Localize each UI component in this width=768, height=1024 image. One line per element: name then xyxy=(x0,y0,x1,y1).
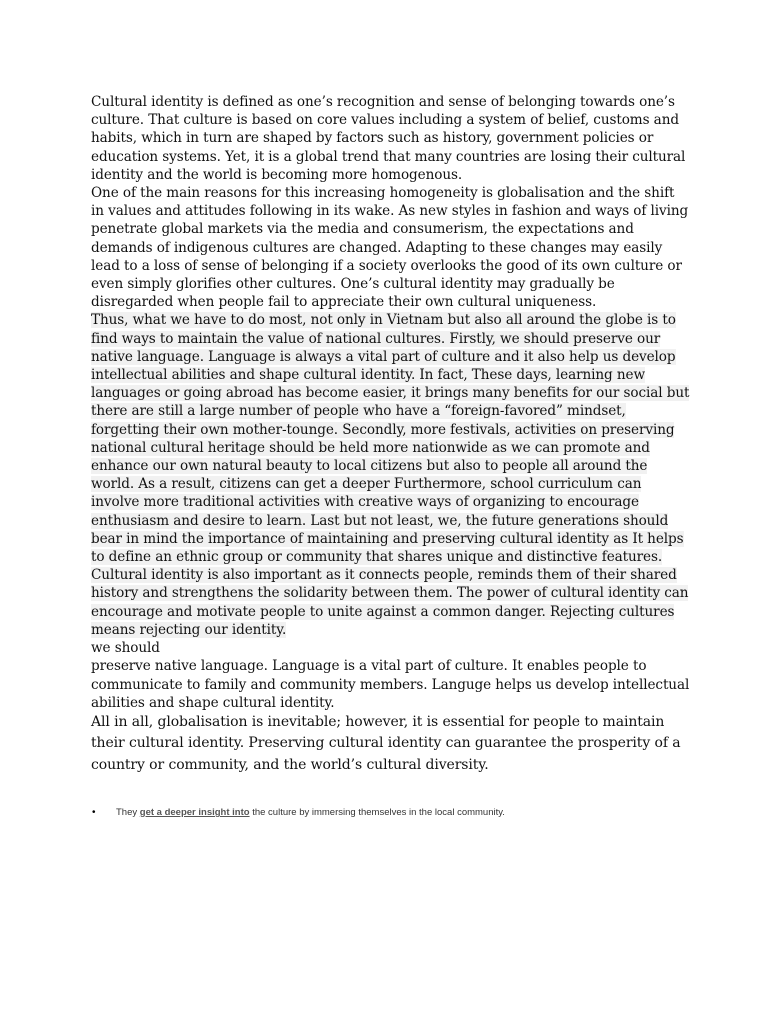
list-item xyxy=(92,807,712,818)
document-body xyxy=(91,93,691,776)
bullet-text-pre: They xyxy=(116,807,140,818)
highlighted-text: Thus, what we have to do most, not only in Vietnam but also all around the globe is to find ways to maintain the value of national cultures. Firstly, we should preserve our native language. Language is always a vital part of culture and it also help us develop intellectual abilities and shape cultural identity. In fact, These days, learning new languages or going abroad has become easier, it brings many benefits for our social but there are still a large number of people who have a “foreign-favored” mindset, forgetting their own mother-tounge. Secondly, more festivals, activities on preserving national cultural heritage should be held more nationwide as we can promote and enhance our own natural beauty to local citizens but also to people all around the world. As a result, citizens can get a deeper Furthermore, school curriculum can involve more traditional activities with creative ways of organizing to encourage enthusiasm and desire to learn. Last but not least, we, the future generations should bear in mind the importance of maintaining and preserving cultural identity as It helps to define an ethnic group or community that shares unique and distinctive features. Cultural identity is also important as it connects people, reminds them of their shared history and strengthens the solidarity between them. The power of cultural identity can encourage and motivate people to unite against a common danger. Rejecting cultures means rejecting our identity. xyxy=(91,312,690,638)
paragraph-definition: Cultural identity is defined as one’s recognition and sense of belonging towards one’s culture. That culture is based on core values including a system of belief, customs and habits, which in turn are shaped by factors such as history, government policies or education systems. Yet, it is a global trend that many countries are losing their cultural identity and the world is becoming more homogenous. xyxy=(91,94,686,183)
paragraph-we-should: we should xyxy=(91,640,160,657)
paragraph-native-language: preserve native language. Language is a vital part of culture. It enables people to communicate to family and community members. Languge helps us develop intellectual abilities and shape cultural identity. xyxy=(91,658,690,711)
bullet-text xyxy=(116,807,505,818)
bullet-icon: • xyxy=(92,807,96,818)
bullet-list xyxy=(92,807,712,818)
paragraph-solutions xyxy=(91,311,691,639)
paragraph-globalisation: One of the main reasons for this increasing homogeneity is globalisation and the shift in values and attitudes following in its wake. As new styles in fashion and ways of living penetrate global markets via the media and consumerism, the expectations and demands of indigenous cultures are changed. Adapting to these changes may easily lead to a loss of sense of belonging if a society overlooks the good of its own culture or even simply glorifies other cultures. One’s cultural identity may gradually be disregarded when people fail to appreciate their own cultural uniqueness. xyxy=(91,185,689,311)
paragraph-conclusion: All in all, globalisation is inevitable; however, it is essential for people to maintain their cultural identity. Preserving cultural identity can guarantee the prosperity of a country or community, and the world’s cultural diversity. xyxy=(91,713,681,773)
bullet-text-post: the culture by immersing themselves in the local community. xyxy=(249,807,505,818)
underlined-phrase: get a deeper insight into xyxy=(139,807,250,818)
